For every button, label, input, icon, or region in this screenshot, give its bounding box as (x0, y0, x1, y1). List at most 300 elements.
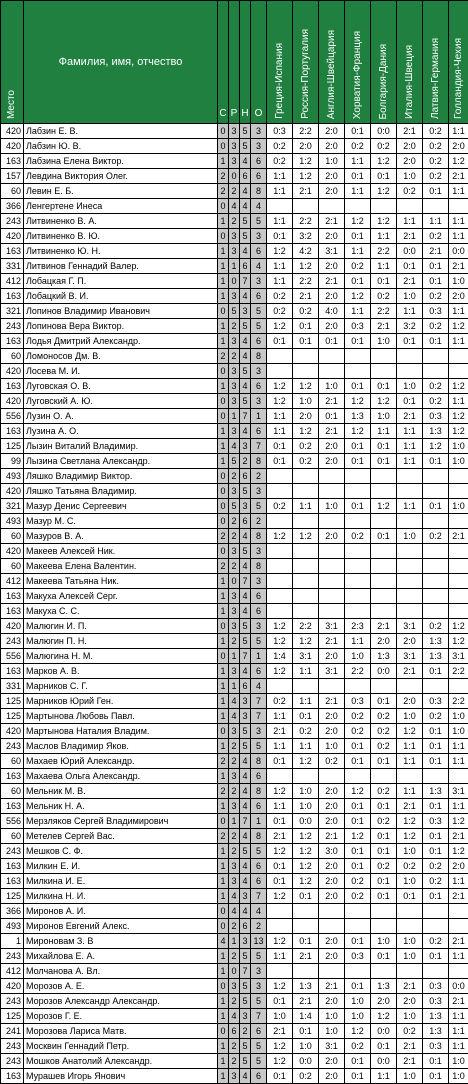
prediction-cell (319, 679, 345, 694)
prediction-cell: 0:0 (449, 979, 468, 994)
prediction-cell: 2:0 (449, 859, 468, 874)
n-cell: 4 (240, 604, 251, 619)
r-cell: 2 (229, 844, 240, 859)
s-cell: 0 (218, 904, 229, 919)
prediction-cell: 1:2 (267, 529, 293, 544)
o-cell: 6 (251, 799, 267, 814)
n-cell: 3 (240, 694, 251, 709)
prediction-cell: 2:0 (319, 529, 345, 544)
prediction-cell: 2:1 (293, 289, 319, 304)
table-row (1, 784, 468, 799)
n-cell: 3 (240, 304, 251, 319)
n-cell: 2 (240, 454, 251, 469)
prediction-cell: 0:2 (293, 1069, 319, 1084)
r-cell: 3 (229, 859, 240, 874)
prediction-cell: 1:2 (267, 619, 293, 634)
o-cell: 6 (251, 424, 267, 439)
prediction-cell: 1:1 (345, 184, 371, 199)
place-cell: 366 (1, 199, 24, 214)
n-cell: 5 (240, 724, 251, 739)
o-cell: 8 (251, 454, 267, 469)
r-cell: 0 (229, 574, 240, 589)
prediction-cell: 1:0 (397, 289, 423, 304)
prediction-cell: 1:1 (449, 184, 468, 199)
prediction-cell (319, 589, 345, 604)
prediction-cell (423, 544, 449, 559)
name-cell: Марников Юрий Ген. (24, 694, 218, 709)
n-cell: 5 (240, 484, 251, 499)
prediction-cell: 0:0 (371, 1024, 397, 1039)
prediction-cell: 0:2 (345, 259, 371, 274)
prediction-cell: 0:3 (423, 979, 449, 994)
n-cell: 7 (240, 964, 251, 979)
prediction-cell: 2:1 (397, 124, 423, 139)
prediction-cell (293, 604, 319, 619)
prediction-cell (345, 589, 371, 604)
prediction-cell: 0:2 (397, 184, 423, 199)
n-cell: 4 (240, 754, 251, 769)
prediction-cell: 0:2 (371, 709, 397, 724)
prediction-cell (449, 484, 468, 499)
r-cell: 1 (229, 814, 240, 829)
prediction-cell: 1:3 (423, 784, 449, 799)
prediction-cell (293, 574, 319, 589)
prediction-cell (423, 589, 449, 604)
name-cell: Мельник Н. А. (24, 799, 218, 814)
prediction-cell: 0:1 (345, 844, 371, 859)
prediction-cell: 0:1 (345, 439, 371, 454)
prediction-cell: 0:1 (267, 439, 293, 454)
prediction-cell: 0:1 (267, 334, 293, 349)
prediction-cell: 2:1 (267, 724, 293, 739)
r-cell: 2 (229, 919, 240, 934)
place-cell: 243 (1, 214, 24, 229)
prediction-cell (319, 904, 345, 919)
s-cell: 0 (218, 229, 229, 244)
s-cell: 1 (218, 994, 229, 1009)
prediction-cell: 0:0 (371, 124, 397, 139)
prediction-cell: 2:0 (319, 169, 345, 184)
s-cell: 1 (218, 739, 229, 754)
prediction-cell: 0:1 (423, 754, 449, 769)
table-row (1, 754, 468, 769)
n-cell: 5 (240, 634, 251, 649)
prediction-cell: 0:2 (293, 454, 319, 469)
n-cell: 3 (240, 439, 251, 454)
prediction-cell: 3:1 (449, 784, 468, 799)
table-row (1, 964, 468, 979)
s-cell: 0 (218, 199, 229, 214)
o-cell: 5 (251, 844, 267, 859)
prediction-cell (345, 574, 371, 589)
table-row (1, 169, 468, 184)
prediction-cell: 0:3 (423, 694, 449, 709)
prediction-cell: 0:2 (397, 1024, 423, 1039)
prediction-cell (345, 349, 371, 364)
n-cell: 6 (240, 919, 251, 934)
prediction-cell: 0:2 (423, 529, 449, 544)
s-cell: 0 (218, 499, 229, 514)
prediction-cell (293, 484, 319, 499)
prediction-cell: 0:3 (345, 319, 371, 334)
name-cell: Марков А. В. (24, 664, 218, 679)
n-cell: 4 (240, 529, 251, 544)
prediction-cell (267, 604, 293, 619)
prediction-cell (423, 574, 449, 589)
o-cell: 6 (251, 244, 267, 259)
prediction-cell: 0:1 (345, 274, 371, 289)
prediction-cell (371, 349, 397, 364)
prediction-cell: 1:0 (319, 154, 345, 169)
prediction-cell: 1:1 (293, 664, 319, 679)
prediction-cell: 3:2 (397, 319, 423, 334)
r-cell: 6 (229, 1024, 240, 1039)
o-cell: 5 (251, 214, 267, 229)
s-cell: 0 (218, 979, 229, 994)
prediction-cell: 1:0 (397, 169, 423, 184)
r-cell: 3 (229, 979, 240, 994)
s-cell: 1 (218, 289, 229, 304)
table-row (1, 814, 468, 829)
prediction-cell: 1:1 (293, 739, 319, 754)
o-cell: 2 (251, 469, 267, 484)
s-cell: 1 (218, 379, 229, 394)
r-cell: 5 (229, 499, 240, 514)
s-cell: 1 (218, 664, 229, 679)
s-cell: 1 (218, 589, 229, 604)
prediction-cell: 0:2 (371, 139, 397, 154)
table-row (1, 769, 468, 784)
r-cell: 3 (229, 619, 240, 634)
name-cell: Молчанова А. Вл. (24, 964, 218, 979)
place-cell: 243 (1, 844, 24, 859)
table-row (1, 409, 468, 424)
o-cell: 3 (251, 139, 267, 154)
prediction-cell: 0:1 (371, 949, 397, 964)
prediction-cell: 0:2 (423, 874, 449, 889)
prediction-cell (319, 364, 345, 379)
prediction-cell: 2:0 (319, 724, 345, 739)
name-cell: Малюгина Н. М. (24, 649, 218, 664)
name-cell: Милкина Н. И. (24, 889, 218, 904)
prediction-cell: 0:1 (345, 754, 371, 769)
prediction-cell: 2:0 (397, 634, 423, 649)
prediction-cell: 0:1 (345, 379, 371, 394)
prediction-cell: 1:2 (345, 829, 371, 844)
prediction-cell: 3:1 (319, 1039, 345, 1054)
prediction-cell (371, 904, 397, 919)
header-match-1: Греция-Испания (267, 1, 293, 124)
prediction-cell (267, 964, 293, 979)
prediction-cell: 1:1 (267, 709, 293, 724)
o-cell: 6 (251, 874, 267, 889)
place-cell: 1 (1, 934, 24, 949)
name-cell: Литвинов Геннадий Валер. (24, 259, 218, 274)
prediction-cell: 1:1 (449, 799, 468, 814)
r-cell: 4 (229, 904, 240, 919)
prediction-cell: 1:1 (397, 439, 423, 454)
prediction-cell: 2:1 (397, 409, 423, 424)
prediction-cell: 1:1 (449, 874, 468, 889)
table-row (1, 499, 468, 514)
header-n: Н (240, 1, 251, 124)
o-cell: 8 (251, 529, 267, 544)
prediction-cell: 1:0 (397, 1069, 423, 1084)
s-cell: 1 (218, 259, 229, 274)
prediction-cell (319, 544, 345, 559)
prediction-cell: 0:1 (371, 799, 397, 814)
place-cell: 60 (1, 829, 24, 844)
o-cell: 5 (251, 499, 267, 514)
n-cell: 4 (240, 799, 251, 814)
place-cell: 420 (1, 229, 24, 244)
name-cell: Луговский А. Ю. (24, 394, 218, 409)
prediction-cell: 0:3 (267, 124, 293, 139)
prediction-cell: 0:1 (371, 529, 397, 544)
prediction-cell: 2:0 (319, 259, 345, 274)
prediction-cell: 2:1 (371, 619, 397, 634)
prediction-cell (397, 364, 423, 379)
prediction-cell (397, 559, 423, 574)
prediction-cell (423, 769, 449, 784)
prediction-cell: 1:2 (397, 724, 423, 739)
o-cell: 5 (251, 1039, 267, 1054)
header-mesto: Место (1, 1, 24, 124)
n-cell: 4 (240, 334, 251, 349)
prediction-cell (371, 199, 397, 214)
o-cell: 4 (251, 679, 267, 694)
prediction-cell (449, 919, 468, 934)
prediction-cell (397, 964, 423, 979)
prediction-cell: 0:1 (293, 334, 319, 349)
o-cell: 5 (251, 304, 267, 319)
prediction-cell (397, 679, 423, 694)
n-cell: 4 (240, 199, 251, 214)
table-row (1, 244, 468, 259)
name-cell: Милкина И. Е. (24, 874, 218, 889)
n-cell: 4 (240, 664, 251, 679)
name-cell: Макеев Алексей Ник. (24, 544, 218, 559)
prediction-cell: 0:2 (267, 289, 293, 304)
prediction-cell: 0:1 (371, 439, 397, 454)
prediction-cell: 1:2 (267, 844, 293, 859)
r-cell: 4 (229, 439, 240, 454)
prediction-cell: 0:1 (371, 874, 397, 889)
place-cell: 420 (1, 979, 24, 994)
prediction-cell (293, 469, 319, 484)
prediction-cell: 1:1 (345, 634, 371, 649)
prediction-cell (397, 199, 423, 214)
prediction-cell: 1:2 (293, 529, 319, 544)
prediction-cell: 1:0 (319, 1024, 345, 1039)
prediction-cell: 1:2 (267, 889, 293, 904)
prediction-cell: 1:2 (423, 439, 449, 454)
prediction-cell: 2:1 (397, 799, 423, 814)
prediction-cell: 0:1 (293, 319, 319, 334)
prediction-cell: 1:1 (371, 229, 397, 244)
prediction-cell: 3:1 (449, 649, 468, 664)
r-cell: 5 (229, 454, 240, 469)
prediction-cell (449, 199, 468, 214)
prediction-cell: 0:2 (371, 784, 397, 799)
prediction-cell: 1:3 (423, 424, 449, 439)
prediction-cell: 2:1 (371, 319, 397, 334)
prediction-cell: 2:0 (319, 799, 345, 814)
prediction-cell (267, 484, 293, 499)
r-cell: 2 (229, 319, 240, 334)
prediction-cell: 0:3 (423, 409, 449, 424)
table-row (1, 1009, 468, 1024)
prediction-cell: 2:1 (423, 244, 449, 259)
prediction-cell (345, 679, 371, 694)
prediction-cell: 0:1 (293, 709, 319, 724)
prediction-cell: 0:2 (371, 859, 397, 874)
n-cell: 3 (240, 1009, 251, 1024)
name-cell: Морозова Лариса Матв. (24, 1024, 218, 1039)
prediction-cell: 1:0 (397, 709, 423, 724)
prediction-cell: 0:1 (371, 454, 397, 469)
r-cell: 4 (229, 694, 240, 709)
place-cell: 99 (1, 454, 24, 469)
n-cell: 5 (240, 1039, 251, 1054)
prediction-cell: 1:2 (267, 979, 293, 994)
table-row (1, 934, 468, 949)
o-cell: 6 (251, 1069, 267, 1084)
prediction-cell: 1:2 (267, 379, 293, 394)
place-cell: 331 (1, 259, 24, 274)
s-cell: 1 (218, 709, 229, 724)
table-row (1, 349, 468, 364)
header-match-3: Англия-Швейцария (319, 1, 345, 124)
prediction-cell (267, 679, 293, 694)
table-row (1, 544, 468, 559)
place-cell: 493 (1, 469, 24, 484)
table-row (1, 979, 468, 994)
prediction-cell: 0:2 (423, 289, 449, 304)
prediction-cell: 1:2 (371, 154, 397, 169)
prediction-cell: 2:0 (319, 994, 345, 1009)
prediction-cell: 1:1 (345, 154, 371, 169)
place-cell: 60 (1, 184, 24, 199)
prediction-cell: 1:3 (345, 409, 371, 424)
prediction-cell (267, 364, 293, 379)
prediction-cell (345, 484, 371, 499)
table-row (1, 439, 468, 454)
name-cell: Мартынова Любовь Павл. (24, 709, 218, 724)
prediction-cell (449, 544, 468, 559)
place-cell: 420 (1, 724, 24, 739)
n-cell: 4 (240, 244, 251, 259)
prediction-cell (345, 469, 371, 484)
r-cell: 3 (229, 544, 240, 559)
prediction-cell: 0:3 (423, 994, 449, 1009)
place-cell: 243 (1, 319, 24, 334)
r-cell: 2 (229, 1039, 240, 1054)
prediction-cell: 0:0 (449, 244, 468, 259)
s-cell: 0 (218, 484, 229, 499)
prediction-cell (293, 589, 319, 604)
table-row (1, 679, 468, 694)
place-cell: 420 (1, 619, 24, 634)
prediction-cell: 1:1 (267, 214, 293, 229)
n-cell: 4 (240, 769, 251, 784)
name-cell: Лабзин Ю. В. (24, 139, 218, 154)
name-cell: Малюгин И. П. (24, 619, 218, 634)
n-cell: 7 (240, 814, 251, 829)
prediction-cell: 0:2 (345, 874, 371, 889)
table-row (1, 649, 468, 664)
prediction-cell: 0:1 (345, 1054, 371, 1069)
table-body (1, 124, 468, 1084)
s-cell: 1 (218, 574, 229, 589)
o-cell: 4 (251, 199, 267, 214)
prediction-cell (449, 679, 468, 694)
place-cell: 420 (1, 364, 24, 379)
s-cell: 2 (218, 349, 229, 364)
prediction-cell (371, 484, 397, 499)
prediction-cell: 2:1 (319, 634, 345, 649)
n-cell: 5 (240, 1054, 251, 1069)
prediction-cell: 1:1 (371, 1069, 397, 1084)
r-cell: 1 (229, 259, 240, 274)
r-cell: 0 (229, 169, 240, 184)
r-cell: 2 (229, 184, 240, 199)
prediction-cell: 0:1 (267, 859, 293, 874)
prediction-cell: 0:1 (423, 829, 449, 844)
place-cell: 157 (1, 169, 24, 184)
prediction-cell: 1:2 (345, 784, 371, 799)
prediction-cell: 2:2 (449, 664, 468, 679)
prediction-cell: 1:1 (371, 259, 397, 274)
n-cell: 7 (240, 574, 251, 589)
place-cell: 243 (1, 634, 24, 649)
prediction-cell: 1:1 (267, 409, 293, 424)
prediction-cell: 1:2 (293, 169, 319, 184)
n-cell: 6 (240, 679, 251, 694)
prediction-cell (423, 349, 449, 364)
name-cell: Луговская О. В. (24, 379, 218, 394)
prediction-cell: 0:1 (423, 724, 449, 739)
prediction-cell (449, 904, 468, 919)
name-cell: Макуха Алексей Серг. (24, 589, 218, 604)
o-cell: 3 (251, 364, 267, 379)
s-cell: 1 (218, 844, 229, 859)
prediction-cell (449, 589, 468, 604)
n-cell: 4 (240, 559, 251, 574)
place-cell: 243 (1, 1054, 24, 1069)
prediction-cell (371, 679, 397, 694)
o-cell: 2 (251, 919, 267, 934)
prediction-cell: 1:2 (267, 664, 293, 679)
prediction-cell: 1:0 (397, 1009, 423, 1024)
place-cell: 60 (1, 754, 24, 769)
prediction-cell: 0:2 (345, 529, 371, 544)
prediction-cell: 2:3 (345, 619, 371, 634)
prediction-cell: 1:1 (449, 394, 468, 409)
prediction-cell (449, 964, 468, 979)
prediction-cell: 1:1 (267, 274, 293, 289)
name-cell: Лобацкий В. И. (24, 289, 218, 304)
prediction-cell: 1:1 (449, 304, 468, 319)
prediction-cell (293, 544, 319, 559)
s-cell: 1 (218, 604, 229, 619)
prediction-cell: 0:1 (371, 844, 397, 859)
table-row (1, 694, 468, 709)
table-row (1, 829, 468, 844)
n-cell: 4 (240, 289, 251, 304)
prediction-cell: 2:0 (319, 874, 345, 889)
prediction-cell: 0:1 (345, 814, 371, 829)
